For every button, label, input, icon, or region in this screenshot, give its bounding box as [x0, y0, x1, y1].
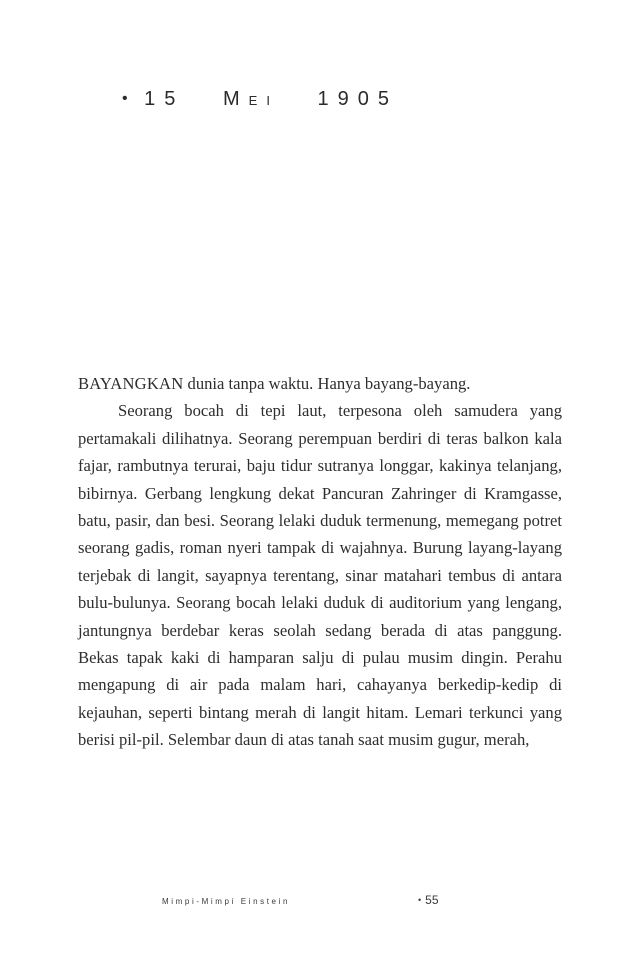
page-number-bullet: •: [418, 895, 422, 905]
page-number-value: 55: [425, 893, 439, 907]
page-number: [418, 893, 439, 907]
heading-bullet: •: [122, 90, 128, 107]
lead-word: BAYANGKAN: [78, 374, 184, 393]
heading-month-rest: EI: [248, 93, 279, 108]
lead-paragraph: [78, 370, 562, 397]
chapter-heading: [122, 88, 398, 111]
heading-day: 15: [144, 88, 185, 110]
body-text: [78, 370, 562, 754]
heading-year: 1905: [317, 88, 399, 110]
running-title: Mimpi-Mimpi Einstein: [162, 897, 291, 906]
main-paragraph: Seorang bocah di tepi laut, terpesona oleh samudera yang pertamakali dilihatnya. Seorang perempuan berdiri di teras balkon kala fajar, rambutnya terurai, baju tidur sutranya longgar, kakinya telanjang, bibirnya. Gerbang lengkung dekat Pancuran Zahringer di Kramgasse, batu, pasir, dan besi. Seorang lelaki duduk termenung, memegang potret seorang gadis, roman nyeri tampak di wajahnya. Burung layang-layang terjebak di langit, sayapnya terentang, sinar matahari tembus di antara bulu-bulunya. Seorang bocah lelaki duduk di auditorium yang lengang, jantungnya berdebar keras seolah sedang berada di atas panggung. Bekas tapak kaki di hamparan salju di pulau musim dingin. Perahu mengapung di air pada malam hari, cahayanya berkedip-kedip di kejauhan, seperti bintang merah di langit hitam. Lemari terkunci yang berisi pil-pil. Selembar daun di atas tanah saat musim gugur, merah,: [78, 401, 562, 750]
heading-month: [223, 88, 279, 110]
heading-month-initial: M: [222, 88, 249, 110]
lead-sentence: dunia tanpa waktu. Hanya bayang-bayang.: [183, 374, 471, 393]
